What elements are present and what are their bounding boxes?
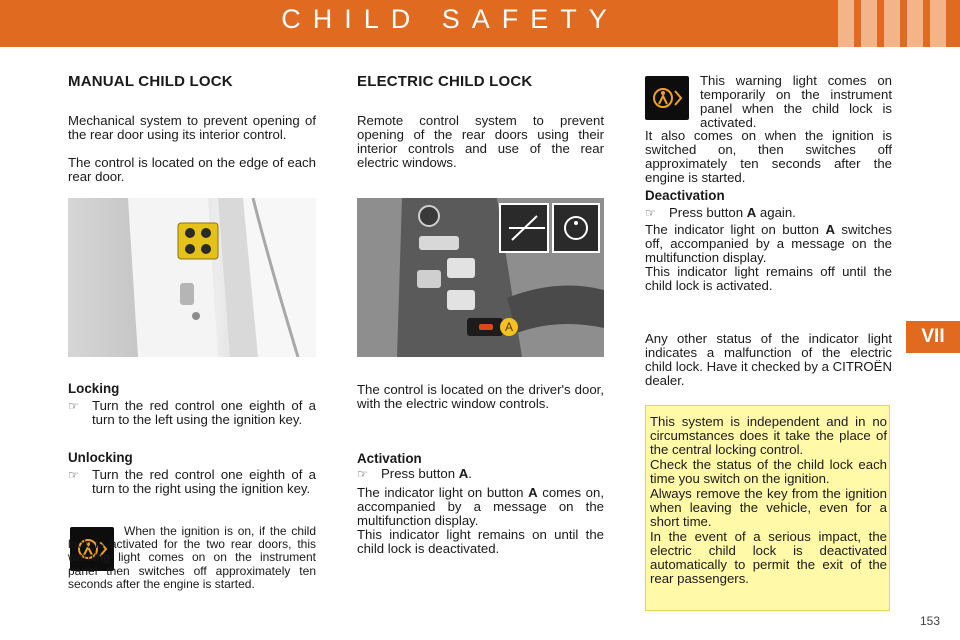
- manual-warning-note: When the ignition is on, if the child lock is activated for the two rear doors, this warning light comes on on the instrument panel then switches off approximately ten seconds after the engine is started.: [68, 524, 316, 591]
- electric-intro: Remote control system to prevent opening of the rear doors using their interior controls and use of the rear electric windows.: [357, 113, 604, 170]
- chapter-tab[interactable]: VII: [906, 321, 960, 353]
- driver-door-controls-photo: [357, 198, 604, 357]
- activation-item: [357, 467, 604, 481]
- window-switch-panel-illustration: [357, 198, 604, 357]
- header-stripes: [831, 0, 946, 47]
- locking-title: Locking: [68, 381, 120, 396]
- locking-item: [68, 399, 316, 427]
- pointing-hand-icon: ☞: [357, 467, 368, 481]
- unlocking-title: Unlocking: [68, 450, 133, 465]
- manual-lock-photo: [68, 198, 316, 357]
- locking-text: Turn the red control one eighth of a turn to the left using the ignition key.: [92, 398, 316, 427]
- pointing-hand-icon: ☞: [68, 399, 79, 413]
- electric-location: The control is located on the driver's door, with the electric window controls.: [357, 382, 604, 411]
- manual-location: The control is located on the edge of each rear door.: [68, 155, 316, 184]
- notice-remove-key: Always remove the key from the ignition when leaving the vehicle, even for a short time.: [650, 486, 887, 529]
- activation-title: Activation: [357, 451, 422, 466]
- child-lock-warning-icon: [645, 76, 689, 120]
- deactivation-bullet: Press button A again.: [669, 205, 796, 220]
- unlocking-item: [68, 468, 316, 496]
- notice-impact: In the event of a serious impact, the electric child lock is deactivated automatically to permit the exit of the rear passengers.: [650, 529, 887, 586]
- manual-heading: MANUAL CHILD LOCK: [68, 73, 233, 90]
- notice-box: [645, 405, 890, 611]
- door-edge-illustration: [68, 198, 316, 357]
- pointing-hand-icon: ☞: [68, 468, 79, 482]
- notice-independent: This system is independent and in no circumstances does it take the place of the central locking control.: [650, 414, 887, 457]
- notice-check-status: Check the status of the child lock each time you switch on the ignition.: [650, 457, 887, 486]
- button-a-label: A: [500, 318, 518, 336]
- electric-heading: ELECTRIC CHILD LOCK: [357, 73, 533, 90]
- activation-remains-text: This indicator light remains on until the child lock is deactivated.: [357, 527, 604, 556]
- ignition-text: It also comes on when the ignition is switched on, then switches off approximately ten seconds after the engine is started.: [645, 128, 892, 185]
- unlocking-text: Turn the red control one eighth of a turn to the right using the ignition key.: [92, 467, 316, 496]
- page-number: 153: [920, 614, 941, 628]
- deactivation-indicator-text: The indicator light on button A switches off, accompanied by a message on the multifunction display.: [645, 222, 893, 265]
- malfunction-text: Any other status of the indicator light indicates a malfunction of the electric child lock. Have it checked by a CITROËN dealer.: [645, 331, 892, 388]
- activation-bullet: Press button A.: [381, 466, 472, 481]
- deactivation-title: Deactivation: [645, 188, 725, 203]
- page-header: [0, 0, 960, 47]
- deactivation-remains-text: This indicator light remains off until the child lock is activated.: [645, 264, 892, 293]
- pointing-hand-icon: ☞: [645, 206, 656, 220]
- manual-intro: Mechanical system to prevent opening of the rear door using its interior control.: [68, 113, 316, 142]
- deactivation-item: [645, 206, 892, 220]
- activation-indicator-text: The indicator light on button A comes on, accompanied by a message on the multifunction display.: [357, 485, 604, 528]
- warning-light-text: This warning light comes on temporarily on the instrument panel when the child lock is activated.: [700, 73, 892, 130]
- page-title: CHILD SAFETY: [281, 4, 619, 34]
